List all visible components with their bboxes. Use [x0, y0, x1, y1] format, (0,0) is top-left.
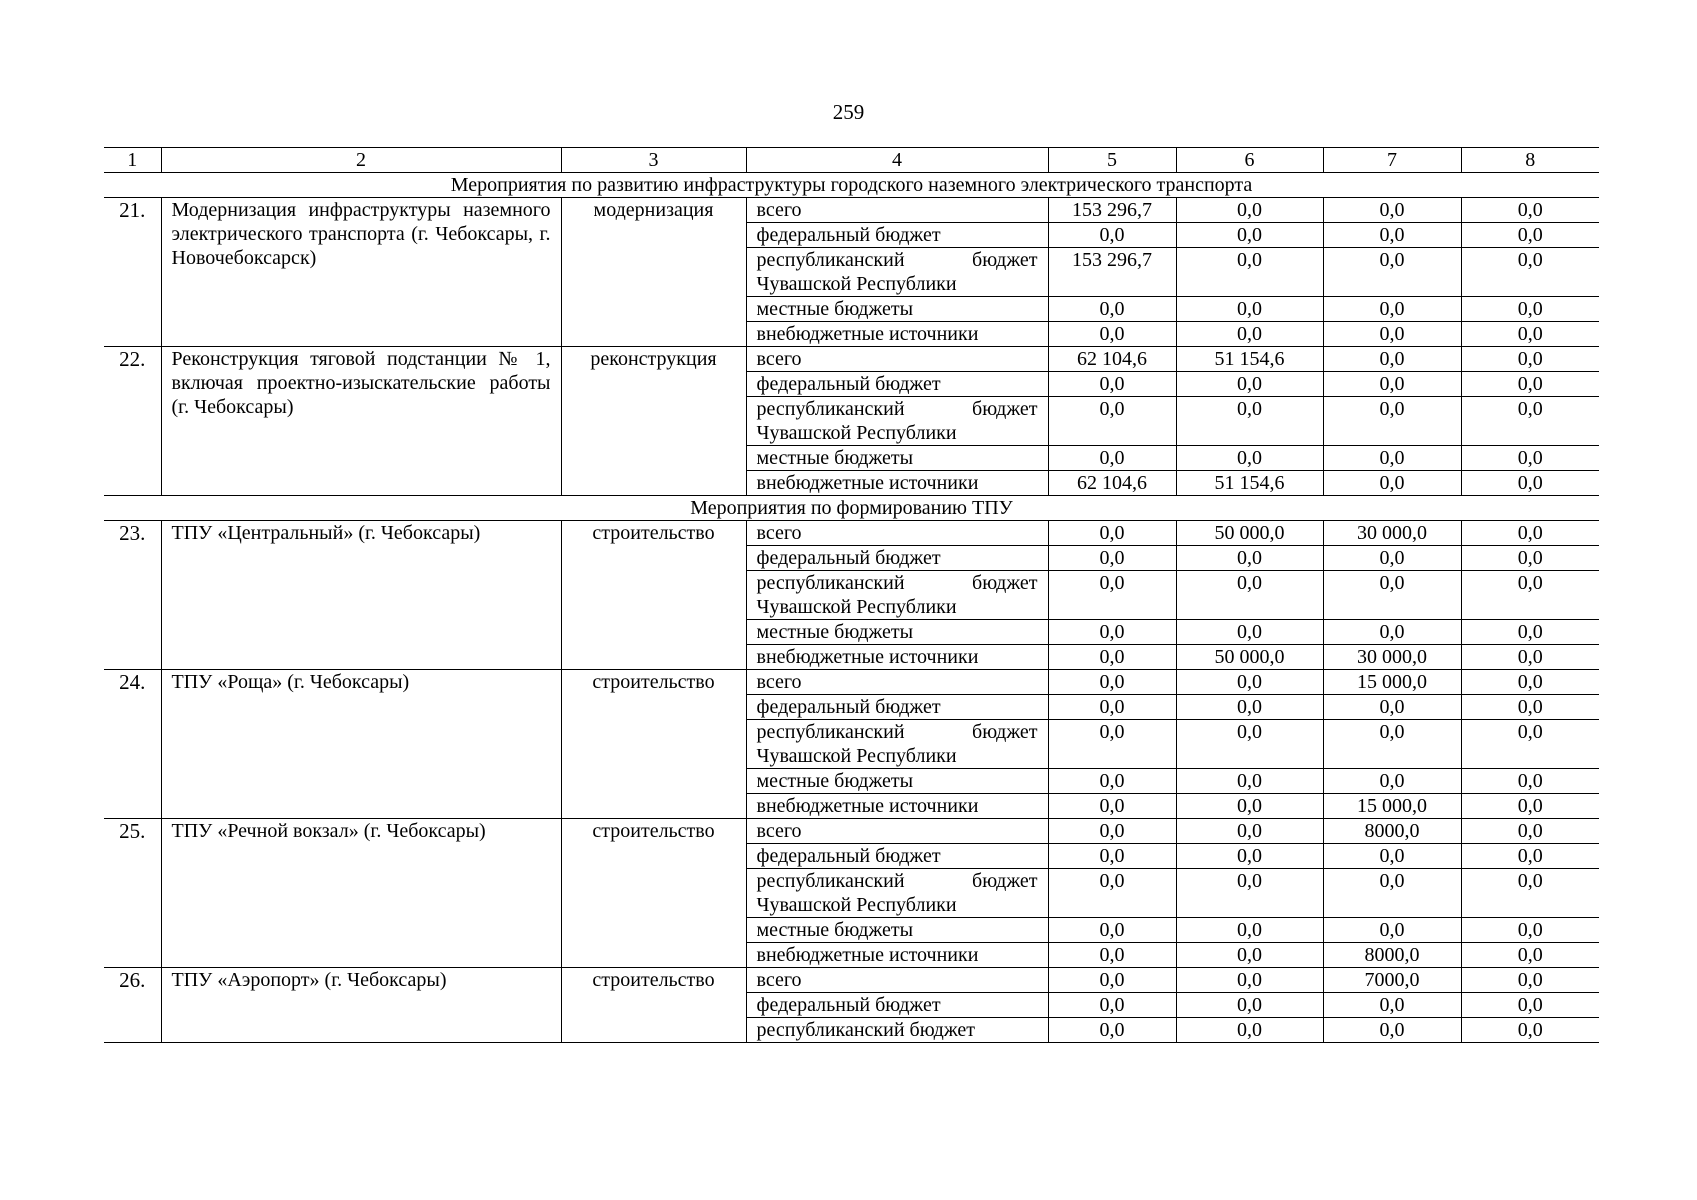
value-col-7: 0,0: [1323, 571, 1461, 620]
value-col-8: 0,0: [1461, 471, 1599, 496]
value-col-7: 15 000,0: [1323, 794, 1461, 819]
value-col-7: 0,0: [1323, 372, 1461, 397]
value-col-5: 0,0: [1048, 521, 1176, 546]
value-col-5: 0,0: [1048, 819, 1176, 844]
value-col-7: 0,0: [1323, 198, 1461, 223]
value-col-5: 0,0: [1048, 869, 1176, 918]
value-col-5: 0,0: [1048, 968, 1176, 993]
value-col-5: 62 104,6: [1048, 347, 1176, 372]
table-row: [104, 347, 1599, 372]
funding-source: внебюджетные источники: [746, 471, 1048, 496]
value-col-7: 0,0: [1323, 248, 1461, 297]
value-col-6: 0,0: [1176, 322, 1323, 347]
funding-source: местные бюджеты: [746, 769, 1048, 794]
value-col-6: 0,0: [1176, 819, 1323, 844]
value-col-6: 0,0: [1176, 720, 1323, 769]
item-name: ТПУ «Центральный» (г. Чебоксары): [161, 521, 561, 670]
value-col-7: 0,0: [1323, 471, 1461, 496]
value-col-7: 0,0: [1323, 347, 1461, 372]
value-col-8: 0,0: [1461, 1018, 1599, 1043]
funding-source: местные бюджеты: [746, 620, 1048, 645]
value-col-8: 0,0: [1461, 620, 1599, 645]
table-row: [104, 819, 1599, 844]
funding-source: республиканский бюджет Чувашской Республики: [746, 248, 1048, 297]
value-col-6: 0,0: [1176, 546, 1323, 571]
section-row: [104, 173, 1599, 198]
value-col-6: 51 154,6: [1176, 347, 1323, 372]
table-row: [104, 968, 1599, 993]
value-col-7: 7000,0: [1323, 968, 1461, 993]
value-col-5: 0,0: [1048, 918, 1176, 943]
funding-source: всего: [746, 819, 1048, 844]
funding-source: внебюджетные источники: [746, 943, 1048, 968]
funding-source: федеральный бюджет: [746, 546, 1048, 571]
funding-source: федеральный бюджет: [746, 695, 1048, 720]
value-col-6: 0,0: [1176, 993, 1323, 1018]
item-number: 26.: [104, 968, 161, 1043]
value-col-6: 50 000,0: [1176, 645, 1323, 670]
section-title: Мероприятия по развитию инфраструктуры городского наземного электрического транспорта: [104, 173, 1599, 198]
funding-source: федеральный бюджет: [746, 993, 1048, 1018]
funding-source: всего: [746, 198, 1048, 223]
value-col-6: 0,0: [1176, 1018, 1323, 1043]
funding-source: местные бюджеты: [746, 446, 1048, 471]
value-col-6: 0,0: [1176, 297, 1323, 322]
section-row: [104, 496, 1599, 521]
value-col-6: 0,0: [1176, 223, 1323, 248]
funding-source: внебюджетные источники: [746, 794, 1048, 819]
value-col-5: 0,0: [1048, 794, 1176, 819]
funding-source: всего: [746, 670, 1048, 695]
value-col-5: 0,0: [1048, 322, 1176, 347]
value-col-8: 0,0: [1461, 397, 1599, 446]
value-col-8: 0,0: [1461, 571, 1599, 620]
funding-source: всего: [746, 521, 1048, 546]
value-col-7: 8000,0: [1323, 943, 1461, 968]
value-col-8: 0,0: [1461, 223, 1599, 248]
item-name: Модернизация инфраструктуры наземного электрического транспорта (г. Чебоксары, г. Новочебоксарск): [161, 198, 561, 347]
value-col-6: 0,0: [1176, 620, 1323, 645]
section-title: Мероприятия по формированию ТПУ: [104, 496, 1599, 521]
value-col-8: 0,0: [1461, 720, 1599, 769]
value-col-5: 0,0: [1048, 720, 1176, 769]
funding-source: федеральный бюджет: [746, 372, 1048, 397]
value-col-8: 0,0: [1461, 695, 1599, 720]
value-col-8: 0,0: [1461, 372, 1599, 397]
value-col-5: 0,0: [1048, 993, 1176, 1018]
value-col-8: 0,0: [1461, 645, 1599, 670]
value-col-6: 50 000,0: [1176, 521, 1323, 546]
header-cell-7: 7: [1323, 148, 1461, 173]
value-col-7: 0,0: [1323, 720, 1461, 769]
value-col-7: 0,0: [1323, 223, 1461, 248]
value-col-5: 0,0: [1048, 645, 1176, 670]
header-cell-4: 4: [746, 148, 1048, 173]
funding-source: внебюджетные источники: [746, 645, 1048, 670]
value-col-7: 0,0: [1323, 620, 1461, 645]
item-kind: строительство: [561, 521, 746, 670]
header-cell-2: 2: [161, 148, 561, 173]
value-col-8: 0,0: [1461, 943, 1599, 968]
value-col-6: 0,0: [1176, 794, 1323, 819]
value-col-6: 51 154,6: [1176, 471, 1323, 496]
value-col-5: 0,0: [1048, 397, 1176, 446]
value-col-8: 0,0: [1461, 794, 1599, 819]
table-body: [104, 148, 1599, 1043]
value-col-5: 62 104,6: [1048, 471, 1176, 496]
item-number: 24.: [104, 670, 161, 819]
value-col-6: 0,0: [1176, 844, 1323, 869]
value-col-7: 30 000,0: [1323, 645, 1461, 670]
value-col-8: 0,0: [1461, 521, 1599, 546]
item-name: ТПУ «Речной вокзал» (г. Чебоксары): [161, 819, 561, 968]
value-col-5: 153 296,7: [1048, 198, 1176, 223]
table-row: [104, 670, 1599, 695]
value-col-5: 0,0: [1048, 1018, 1176, 1043]
value-col-7: 0,0: [1323, 769, 1461, 794]
funding-source: местные бюджеты: [746, 918, 1048, 943]
funding-source: местные бюджеты: [746, 297, 1048, 322]
item-name: ТПУ «Аэропорт» (г. Чебоксары): [161, 968, 561, 1043]
funding-source: всего: [746, 968, 1048, 993]
item-kind: строительство: [561, 670, 746, 819]
value-col-7: 0,0: [1323, 695, 1461, 720]
value-col-5: 0,0: [1048, 695, 1176, 720]
item-kind: модернизация: [561, 198, 746, 347]
value-col-5: 0,0: [1048, 297, 1176, 322]
item-number: 21.: [104, 198, 161, 347]
funding-source: федеральный бюджет: [746, 844, 1048, 869]
page-number: 259: [832, 100, 865, 124]
value-col-5: 153 296,7: [1048, 248, 1176, 297]
value-col-8: 0,0: [1461, 819, 1599, 844]
value-col-5: 0,0: [1048, 546, 1176, 571]
header-cell-1: 1: [104, 148, 161, 173]
value-col-6: 0,0: [1176, 372, 1323, 397]
value-col-7: 0,0: [1323, 546, 1461, 571]
value-col-6: 0,0: [1176, 198, 1323, 223]
value-col-5: 0,0: [1048, 372, 1176, 397]
value-col-8: 0,0: [1461, 869, 1599, 918]
value-col-6: 0,0: [1176, 769, 1323, 794]
value-col-6: 0,0: [1176, 968, 1323, 993]
funding-source: республиканский бюджет Чувашской Республики: [746, 869, 1048, 918]
value-col-8: 0,0: [1461, 248, 1599, 297]
value-col-7: 0,0: [1323, 397, 1461, 446]
item-number: 22.: [104, 347, 161, 496]
value-col-8: 0,0: [1461, 297, 1599, 322]
value-col-5: 0,0: [1048, 844, 1176, 869]
value-col-5: 0,0: [1048, 571, 1176, 620]
value-col-8: 0,0: [1461, 670, 1599, 695]
value-col-6: 0,0: [1176, 869, 1323, 918]
value-col-6: 0,0: [1176, 670, 1323, 695]
funding-source: всего: [746, 347, 1048, 372]
item-kind: реконструкция: [561, 347, 746, 496]
value-col-7: 0,0: [1323, 918, 1461, 943]
value-col-5: 0,0: [1048, 769, 1176, 794]
value-col-6: 0,0: [1176, 248, 1323, 297]
value-col-8: 0,0: [1461, 918, 1599, 943]
value-col-8: 0,0: [1461, 968, 1599, 993]
value-col-8: 0,0: [1461, 546, 1599, 571]
header-cell-6: 6: [1176, 148, 1323, 173]
value-col-7: 0,0: [1323, 844, 1461, 869]
header-cell-5: 5: [1048, 148, 1176, 173]
table-row: [104, 521, 1599, 546]
table-row: [104, 198, 1599, 223]
header-cell-3: 3: [561, 148, 746, 173]
funding-source: республиканский бюджет Чувашской Республики: [746, 397, 1048, 446]
funding-source: федеральный бюджет: [746, 223, 1048, 248]
value-col-6: 0,0: [1176, 943, 1323, 968]
value-col-5: 0,0: [1048, 943, 1176, 968]
value-col-8: 0,0: [1461, 993, 1599, 1018]
value-col-8: 0,0: [1461, 322, 1599, 347]
funding-source: республиканский бюджет Чувашской Республики: [746, 720, 1048, 769]
item-kind: строительство: [561, 968, 746, 1043]
value-col-7: 15 000,0: [1323, 670, 1461, 695]
item-name: ТПУ «Роща» (г. Чебоксары): [161, 670, 561, 819]
header-cell-8: 8: [1461, 148, 1599, 173]
item-kind: строительство: [561, 819, 746, 968]
value-col-5: 0,0: [1048, 446, 1176, 471]
budget-table: [104, 147, 1599, 1043]
value-col-8: 0,0: [1461, 198, 1599, 223]
item-number: 23.: [104, 521, 161, 670]
value-col-6: 0,0: [1176, 695, 1323, 720]
value-col-8: 0,0: [1461, 446, 1599, 471]
value-col-6: 0,0: [1176, 918, 1323, 943]
funding-source: республиканский бюджет Чувашской Республики: [746, 571, 1048, 620]
value-col-8: 0,0: [1461, 769, 1599, 794]
value-col-6: 0,0: [1176, 571, 1323, 620]
item-name: Реконструкция тяговой подстанции № 1, включая проектно-изыскательские работы (г. Чебоксары): [161, 347, 561, 496]
value-col-5: 0,0: [1048, 620, 1176, 645]
value-col-7: 0,0: [1323, 869, 1461, 918]
value-col-5: 0,0: [1048, 223, 1176, 248]
value-col-7: 0,0: [1323, 1018, 1461, 1043]
value-col-8: 0,0: [1461, 347, 1599, 372]
value-col-7: 30 000,0: [1323, 521, 1461, 546]
value-col-7: 8000,0: [1323, 819, 1461, 844]
header-row: [104, 148, 1599, 173]
value-col-8: 0,0: [1461, 844, 1599, 869]
value-col-7: 0,0: [1323, 993, 1461, 1018]
value-col-5: 0,0: [1048, 670, 1176, 695]
value-col-6: 0,0: [1176, 446, 1323, 471]
value-col-7: 0,0: [1323, 446, 1461, 471]
value-col-6: 0,0: [1176, 397, 1323, 446]
item-number: 25.: [104, 819, 161, 968]
funding-source: республиканский бюджет: [746, 1018, 1048, 1043]
funding-source: внебюджетные источники: [746, 322, 1048, 347]
value-col-7: 0,0: [1323, 322, 1461, 347]
value-col-7: 0,0: [1323, 297, 1461, 322]
